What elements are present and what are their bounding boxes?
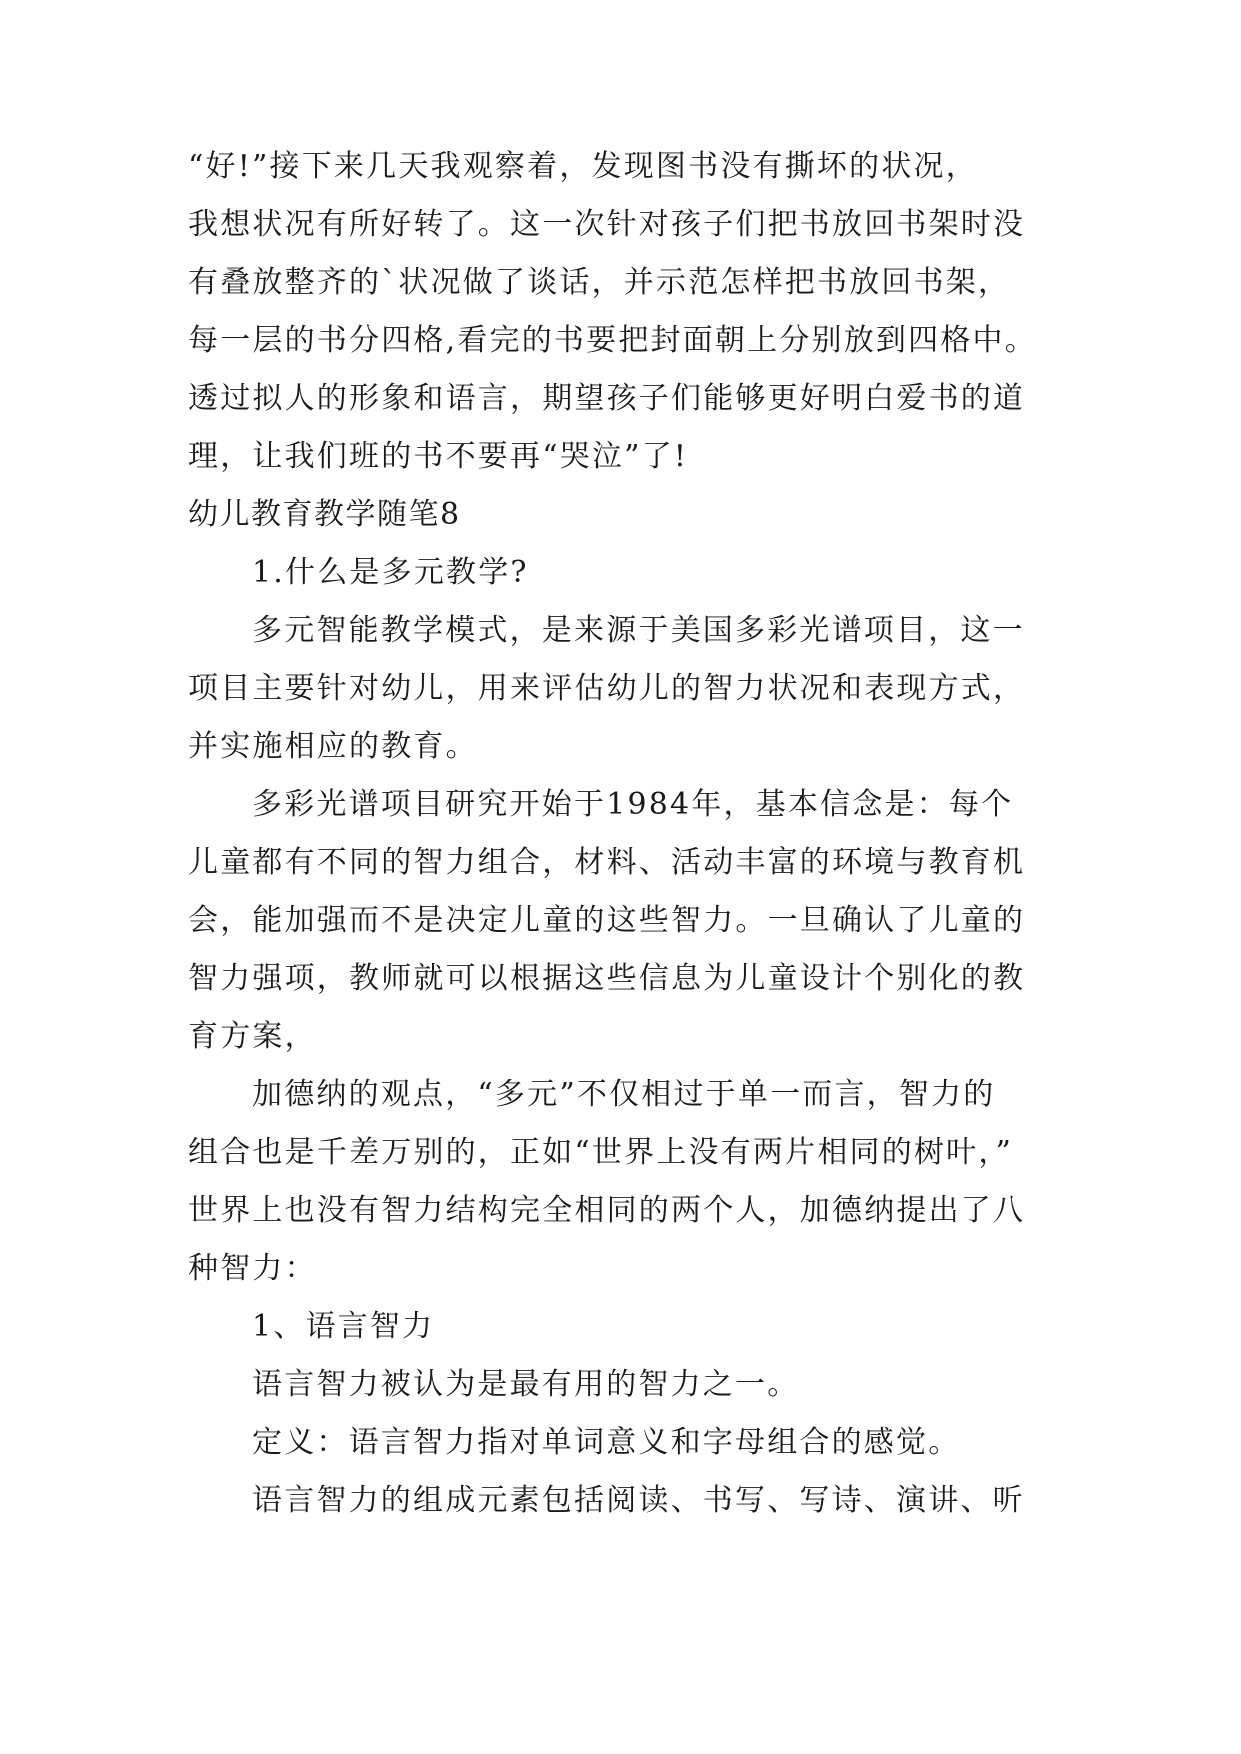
paragraph-line: 儿童都有不同的智力组合，材料、活动丰富的环境与教育机 xyxy=(188,845,1026,880)
paragraph-line: 并实施相应的教育。 xyxy=(188,729,478,764)
paragraph-line: 种智力： xyxy=(188,1251,317,1286)
paragraph-line: 每一层的书分四格,看完的书要把封面朝上分别放到四格中。 xyxy=(188,323,1037,358)
paragraph-line: 多彩光谱项目研究开始于1984年，基本信念是：每个 xyxy=(252,787,1014,822)
paragraph-line: 加德纳的观点，“多元”不仅相过于单一而言，智力的 xyxy=(252,1077,996,1112)
paragraph-line: 会，能加强而不是决定儿童的这些智力。一旦确认了儿童的 xyxy=(188,903,1026,938)
paragraph-line: “好!”接下来几天我观察着，发现图书没有撕坏的状况， xyxy=(188,149,978,184)
paragraph-line: 多元智能教学模式，是来源于美国多彩光谱项目，这一 xyxy=(252,613,1025,648)
paragraph-line: 世界上也没有智力结构完全相同的两个人，加德纳提出了八 xyxy=(188,1193,1026,1228)
paragraph-line: 有叠放整齐的`状况做了谈话，并示范怎样把书放回书架， xyxy=(188,265,1011,300)
list-heading: 1、语言智力 xyxy=(252,1309,435,1344)
paragraph-line: 定义：语言智力指对单词意义和字母组合的感觉。 xyxy=(252,1425,961,1460)
paragraph-line: 组合也是千差万别的，正如“世界上没有两片相同的树叶，” xyxy=(188,1135,1014,1170)
paragraph-line: 育方案， xyxy=(188,1019,317,1054)
paragraph-line: 我想状况有所好转了。这一次针对孩子们把书放回书架时没 xyxy=(188,207,1026,242)
subsection-heading: 1.什么是多元教学? xyxy=(252,555,529,590)
paragraph-line: 智力强项，教师就可以根据这些信息为儿童设计个别化的教 xyxy=(188,961,1026,996)
paragraph-line: 项目主要针对幼儿，用来评估幼儿的智力状况和表现方式， xyxy=(188,671,1026,706)
paragraph-line: 语言智力的组成元素包括阅读、书写、写诗、演讲、听 xyxy=(252,1483,1025,1518)
paragraph-line: 语言智力被认为是最有用的智力之一。 xyxy=(252,1367,800,1402)
paragraph-line: 理，让我们班的书不要再“哭泣”了! xyxy=(188,439,689,474)
paragraph-line: 透过拟人的形象和语言，期望孩子们能够更好明白爱书的道 xyxy=(188,381,1026,416)
section-heading: 幼儿教育教学随笔8 xyxy=(188,497,461,532)
